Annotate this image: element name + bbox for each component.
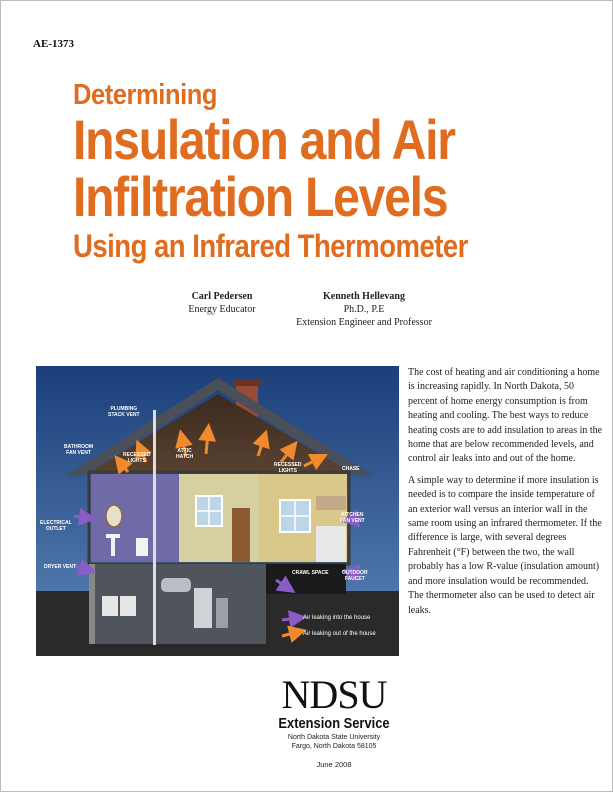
label-recessed-lights-left: RECESSED LIGHTS	[123, 452, 151, 464]
label-crawl-space: CRAWL SPACE	[292, 570, 329, 576]
crawl-space	[266, 564, 346, 594]
author-name: Kenneth Hellevang	[323, 291, 405, 302]
label-plumbing-stack-vent: PLUMBING STACK VENT	[108, 406, 140, 418]
address-line-2: Fargo, North Dakota 58105	[291, 743, 377, 750]
paragraph-2: A simple way to determine if more insulation is needed is to compare the inside temperature of an exterior wall versus an interior wall in the same room using an infrared thermometer. If the difference is large, with several degrees Fahrenheit (°F) between the two, the wall probably has a low R-value (insulation amount) and more insulation would be recommended. The thermometer also can be used to detect air leaks.	[408, 474, 602, 616]
door	[232, 508, 250, 562]
author-kenneth-hellevang	[280, 290, 448, 329]
toilet	[136, 538, 148, 556]
washer	[102, 596, 118, 616]
label-bathroom-fan-vent: BATHROOM FAN VENT	[64, 444, 94, 456]
house-air-leak-illustration	[36, 366, 399, 656]
author-degree: Ph.D., P.E	[343, 304, 385, 315]
house-drawing	[36, 366, 399, 656]
label-attic-hatch: ATTIC HATCH	[176, 448, 194, 460]
author-carl-pedersen	[172, 290, 272, 316]
legend-out-of-house: Air leaking out of the house	[303, 631, 376, 637]
publication-number: AE-1373	[33, 38, 74, 50]
label-recessed-lights-right: RECESSED LIGHTS	[274, 462, 302, 474]
paragraph-1: The cost of heating and air conditioning a home is increasing rapidly. In North Dakota, 50 percent of home energy consumption is from heating and cooling. The best ways to reduce heating costs are to add insulation to areas in the home that are below recommended levels, and control air leaks into and out of the home.	[408, 367, 603, 465]
author-role: Extension Engineer and Professor	[296, 317, 432, 328]
author-name: Carl Pedersen	[191, 291, 253, 302]
title-line-1: Determining	[73, 79, 218, 111]
ndsu-wordmark: NDSU	[281, 672, 387, 717]
label-chase: CHASE	[342, 466, 360, 472]
extension-service-wordmark: Extension Service	[278, 715, 390, 732]
mirror	[106, 505, 122, 527]
body-text	[408, 366, 604, 625]
dryer	[120, 596, 136, 616]
legend-arrow-into	[282, 618, 298, 620]
title-line-3: Infiltration Levels	[73, 165, 448, 228]
label-dryer-vent: DRYER VENT	[44, 564, 77, 570]
furnace	[194, 588, 212, 628]
title-line-4: Using an Infrared Thermometer	[73, 228, 468, 264]
title-line-2: Insulation and Air	[73, 108, 455, 171]
duct	[161, 578, 191, 592]
publication-date: June 2008	[316, 760, 352, 769]
label-outdoor-faucet: OUTDOOR FAUCET	[342, 570, 368, 582]
author-role: Energy Educator	[188, 304, 256, 315]
address-line-1: North Dakota State University	[287, 734, 381, 741]
kitchen-cabinet	[316, 526, 346, 562]
label-kitchen-fan-vent: KITCHEN FAN VENT	[340, 512, 365, 524]
ndsu-extension-logo	[255, 672, 413, 770]
water-heater	[216, 598, 228, 628]
title-block	[73, 78, 593, 266]
bathroom-room	[91, 474, 179, 562]
plumbing-stack	[153, 410, 156, 645]
label-electrical-outlet: ELECTRICAL OUTLET	[40, 520, 72, 532]
legend-into-house: Air leaking into the house	[303, 615, 371, 621]
